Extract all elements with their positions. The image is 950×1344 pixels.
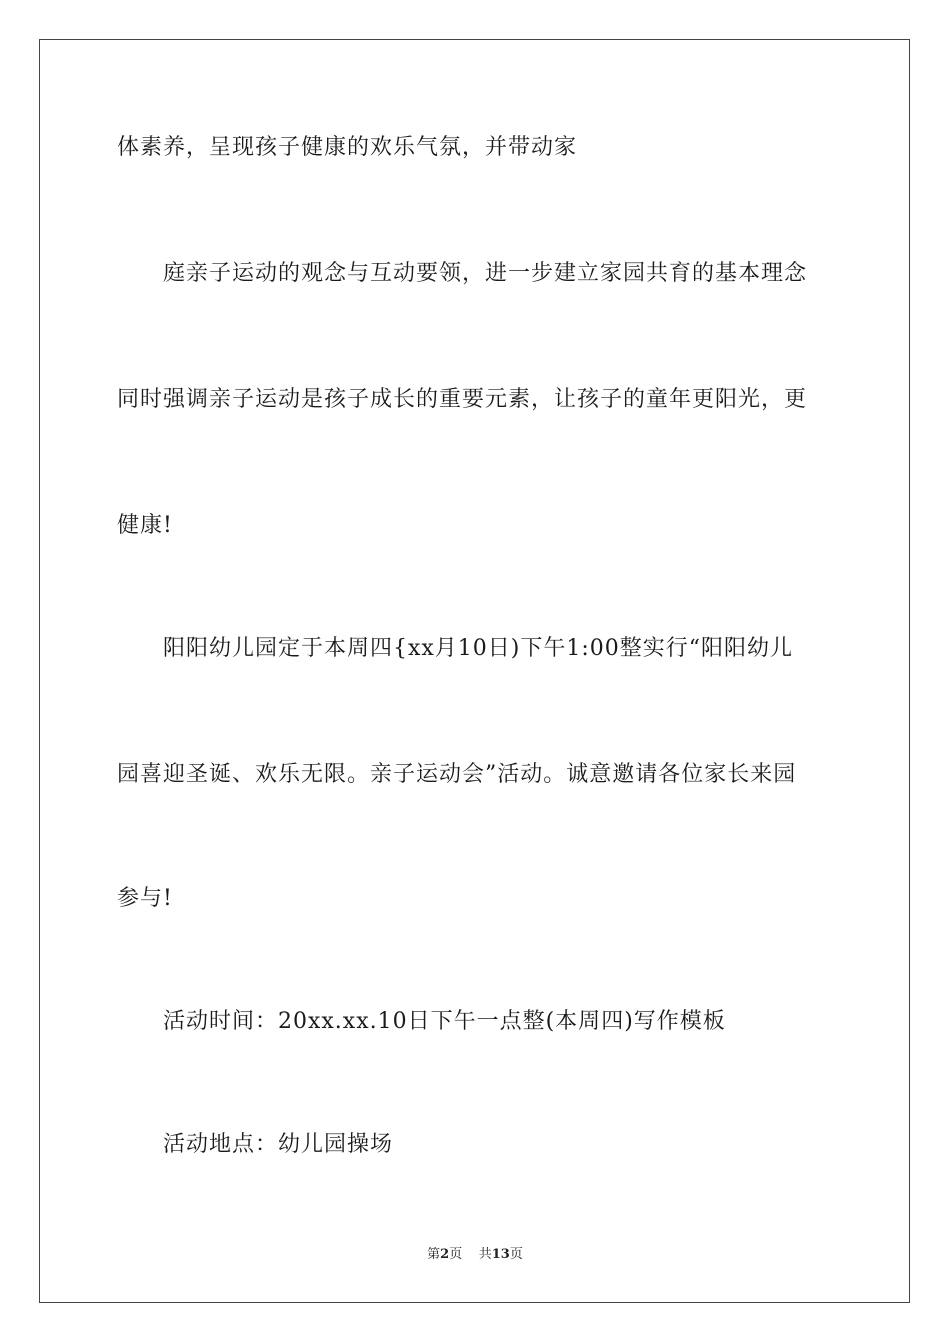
body-text-line: 活动时间：20xx.xx.10日下午一点整(本周四)写作模板 [163,1009,726,1034]
body-text-line: 庭亲子运动的观念与互动要领，进一步建立家园共育的基本理念 [163,261,808,286]
body-text-line: 体素养，呈现孩子健康的欢乐气氛，并带动家 [117,135,578,160]
body-text-line: 阳阳幼儿园定于本周四{xx月10日)下午1:00整实行“阳阳幼儿 [163,636,794,661]
total-prefix: 共 [478,1247,492,1262]
body-text-line: 同时强调亲子运动是孩子成长的重要元素，让孩子的童年更阳光，更 [117,387,808,412]
page-prefix: 第 [427,1247,441,1262]
page-suffix: 页 [449,1247,463,1262]
page-number: 2 [440,1247,450,1262]
body-text-line: 园喜迎圣诞、欢乐无限。亲子运动会”活动。诚意邀请各位家长来园 [117,762,797,787]
body-text-line: 活动地点：幼儿园操场 [163,1132,394,1157]
page-footer [0,1246,950,1264]
total-suffix: 页 [509,1247,523,1262]
body-text-line: 健康! [117,513,173,538]
page-frame [39,39,910,1303]
body-text-line: 参与! [117,886,173,911]
total-pages: 13 [491,1247,510,1262]
